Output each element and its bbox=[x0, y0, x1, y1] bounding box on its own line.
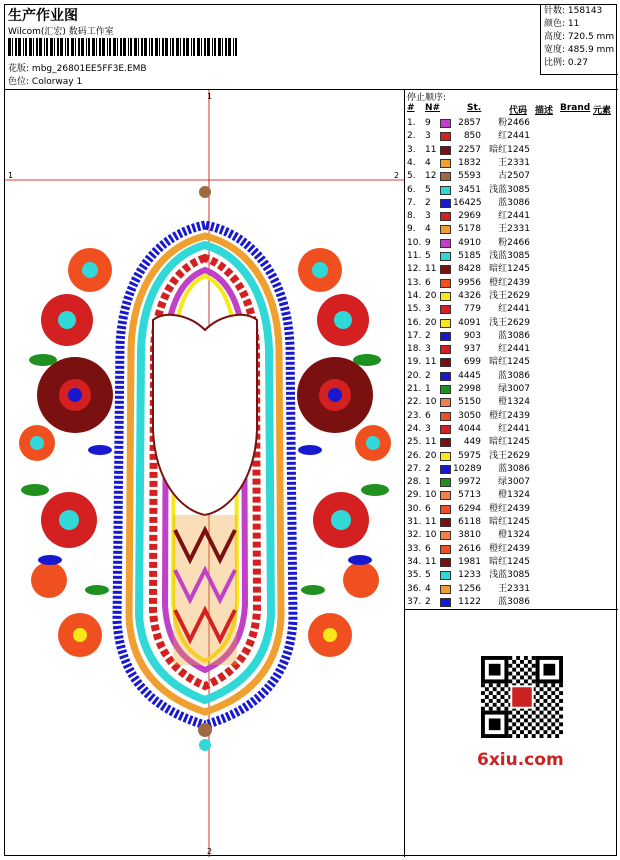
stop-needle: 6 bbox=[425, 410, 431, 421]
stop-index: 15. bbox=[407, 304, 422, 315]
stop-row bbox=[405, 450, 618, 463]
color-swatch bbox=[440, 372, 451, 381]
stop-index: 33. bbox=[407, 543, 422, 554]
stop-index: 10. bbox=[407, 237, 422, 248]
color-swatch bbox=[440, 345, 451, 354]
stop-row bbox=[405, 303, 618, 316]
stop-index: 24. bbox=[407, 423, 422, 434]
color-swatch bbox=[440, 491, 451, 500]
stop-sequence-header bbox=[405, 103, 618, 115]
stop-row bbox=[405, 144, 618, 157]
color-swatch bbox=[440, 225, 451, 234]
stop-needle: 3 bbox=[425, 131, 431, 142]
stop-index: 25. bbox=[407, 437, 422, 448]
stats-panel bbox=[540, 5, 618, 75]
color-swatch bbox=[440, 132, 451, 141]
stop-code: 浅蓝3085 bbox=[489, 184, 530, 195]
stop-code: 蓝3086 bbox=[498, 596, 530, 607]
stop-row bbox=[405, 423, 618, 436]
stop-stitches: 3451 bbox=[458, 184, 481, 195]
color-swatch bbox=[440, 239, 451, 248]
stop-index: 7. bbox=[407, 197, 416, 208]
stop-index: 18. bbox=[407, 344, 422, 355]
color-swatch bbox=[440, 585, 451, 594]
color-swatch bbox=[440, 571, 451, 580]
stop-stitches: 850 bbox=[463, 131, 481, 142]
stop-stitches: 1832 bbox=[458, 157, 481, 168]
stop-stitches: 3050 bbox=[458, 410, 481, 421]
stop-row bbox=[405, 263, 618, 276]
stop-needle: 2 bbox=[425, 596, 431, 607]
axis-label-top: 1 bbox=[207, 92, 213, 101]
embroidery-artwork bbox=[5, 90, 405, 857]
stop-code: 浅王2629 bbox=[489, 290, 530, 301]
stop-code: 古2507 bbox=[498, 171, 530, 182]
stop-code: 暗红1245 bbox=[489, 357, 530, 368]
stop-code: 暗红1245 bbox=[489, 517, 530, 527]
stop-code: 暗红1245 bbox=[489, 264, 530, 275]
stop-index: 30. bbox=[407, 503, 422, 514]
color-swatch bbox=[440, 292, 451, 301]
stop-index: 16. bbox=[407, 317, 422, 328]
watermark-text: 6xiu.com bbox=[477, 750, 564, 770]
col-stitches: St. bbox=[467, 103, 482, 113]
stop-index: 6. bbox=[407, 184, 416, 195]
stop-needle: 2 bbox=[425, 330, 431, 341]
stop-stitches: 2857 bbox=[458, 118, 481, 128]
color-swatch bbox=[440, 452, 451, 461]
stop-needle: 5 bbox=[425, 570, 431, 581]
stop-index: 26. bbox=[407, 450, 422, 461]
embroidery-design-view bbox=[5, 90, 405, 857]
color-swatch bbox=[440, 119, 451, 128]
stop-row bbox=[405, 503, 618, 516]
qr-area bbox=[405, 610, 618, 857]
stop-code: 橙1324 bbox=[498, 397, 530, 408]
stop-stitches: 5150 bbox=[458, 397, 481, 408]
stop-code: 红2441 bbox=[498, 344, 530, 355]
stop-index: 29. bbox=[407, 490, 422, 501]
stop-row bbox=[405, 157, 618, 170]
color-swatch bbox=[440, 332, 451, 341]
stop-needle: 11 bbox=[425, 437, 437, 448]
stop-code: 王2331 bbox=[498, 224, 530, 235]
axis-label-right: 2 bbox=[394, 171, 400, 180]
colorway-label: 色位: bbox=[8, 77, 30, 87]
stop-row bbox=[405, 356, 618, 369]
color-swatch bbox=[440, 598, 451, 607]
color-swatch bbox=[440, 305, 451, 314]
stop-needle: 2 bbox=[425, 197, 431, 208]
stop-index: 14. bbox=[407, 290, 422, 301]
stop-code: 绿3007 bbox=[498, 477, 530, 488]
color-swatch bbox=[440, 212, 451, 221]
stop-row bbox=[405, 410, 618, 423]
stop-code: 红2441 bbox=[498, 304, 530, 315]
stop-stitches: 1256 bbox=[458, 583, 481, 594]
stop-needle: 3 bbox=[425, 211, 431, 222]
stop-code: 蓝3086 bbox=[498, 463, 530, 474]
stop-needle: 11 bbox=[425, 556, 437, 567]
stop-stitches: 1981 bbox=[458, 556, 481, 567]
stop-code: 浅王2629 bbox=[489, 450, 530, 461]
stat-stitches: 针数: 158143 bbox=[544, 6, 603, 16]
color-swatch bbox=[440, 159, 451, 168]
flower-group-right bbox=[297, 248, 391, 657]
stop-code: 红2441 bbox=[498, 423, 530, 434]
stop-row bbox=[405, 237, 618, 250]
stop-index: 13. bbox=[407, 277, 422, 288]
stop-needle: 5 bbox=[425, 184, 431, 195]
stop-index: 35. bbox=[407, 570, 422, 581]
color-swatch bbox=[440, 172, 451, 181]
stop-needle: 4 bbox=[425, 157, 431, 168]
stop-stitches: 9956 bbox=[458, 277, 481, 288]
stop-stitches: 6294 bbox=[458, 503, 481, 514]
stop-stitches: 4044 bbox=[458, 423, 481, 434]
stop-row bbox=[405, 330, 618, 343]
stop-row bbox=[405, 370, 618, 383]
stop-index: 23. bbox=[407, 410, 422, 421]
stop-code: 蓝3086 bbox=[498, 197, 530, 208]
stop-needle: 1 bbox=[425, 477, 431, 488]
stop-stitches: 4326 bbox=[458, 290, 481, 301]
stop-row bbox=[405, 396, 618, 409]
color-swatch bbox=[440, 385, 451, 394]
stat-height: 高度: 720.5 mm bbox=[544, 32, 615, 42]
stop-needle: 10 bbox=[425, 397, 437, 408]
stop-needle: 3 bbox=[425, 304, 431, 315]
color-swatch bbox=[440, 265, 451, 274]
stop-stitches: 903 bbox=[463, 330, 481, 341]
stop-index: 32. bbox=[407, 530, 422, 541]
color-swatch bbox=[440, 279, 451, 288]
stop-needle: 12 bbox=[425, 171, 437, 182]
color-swatch bbox=[440, 199, 451, 208]
stop-index: 22. bbox=[407, 397, 422, 408]
stop-row bbox=[405, 516, 618, 529]
stop-stitches: 779 bbox=[463, 304, 481, 315]
stop-index: 36. bbox=[407, 583, 422, 594]
color-swatch bbox=[440, 465, 451, 474]
stop-row bbox=[405, 117, 618, 130]
stop-index: 9. bbox=[407, 224, 416, 235]
stop-index: 34. bbox=[407, 556, 422, 567]
stat-scale: 比例: 0.27 bbox=[544, 58, 588, 68]
stop-row bbox=[405, 383, 618, 396]
stop-index: 27. bbox=[407, 463, 422, 474]
color-swatch bbox=[440, 545, 451, 554]
stop-stitches: 1233 bbox=[458, 570, 481, 581]
company-name: Wilcom(汇宏) 数码工作室 bbox=[8, 27, 114, 37]
color-swatch bbox=[440, 531, 451, 540]
stop-code: 蓝3086 bbox=[498, 330, 530, 341]
stop-code: 王2331 bbox=[498, 157, 530, 168]
stat-colors: 颜色: 11 bbox=[544, 19, 580, 29]
stop-row bbox=[405, 130, 618, 143]
stop-stitches: 449 bbox=[463, 437, 481, 448]
barcode-image bbox=[8, 38, 240, 56]
stop-needle: 6 bbox=[425, 543, 431, 554]
stop-index: 21. bbox=[407, 384, 422, 394]
stop-stitches: 1122 bbox=[458, 596, 481, 607]
stop-index: 4. bbox=[407, 157, 416, 168]
color-swatch bbox=[440, 252, 451, 261]
stop-index: 12. bbox=[407, 264, 422, 275]
stop-needle: 9 bbox=[425, 118, 431, 128]
stop-row bbox=[405, 529, 618, 542]
stop-sequence-panel bbox=[405, 90, 618, 610]
bottom-ornament bbox=[198, 723, 212, 737]
axis-label-bottom: 2 bbox=[207, 847, 213, 856]
stop-needle: 6 bbox=[425, 503, 431, 514]
color-swatch bbox=[440, 438, 451, 447]
stop-index: 5. bbox=[407, 171, 416, 182]
stop-stitches: 5593 bbox=[458, 171, 481, 182]
stop-index: 20. bbox=[407, 370, 422, 381]
stop-stitches: 937 bbox=[463, 344, 481, 355]
stop-code: 红2441 bbox=[498, 211, 530, 222]
stop-code: 橙红2439 bbox=[489, 543, 530, 554]
color-swatch bbox=[440, 425, 451, 434]
col-needle: N# bbox=[425, 103, 441, 113]
col-brand: Brand bbox=[560, 103, 591, 113]
stop-code: 暗红1245 bbox=[489, 437, 530, 448]
colorway-value: Colorway 1 bbox=[31, 77, 83, 87]
stop-code: 橙红2439 bbox=[489, 410, 530, 421]
stop-index: 37. bbox=[407, 596, 422, 607]
stop-row bbox=[405, 583, 618, 596]
stop-needle: 4 bbox=[425, 583, 431, 594]
stop-row bbox=[405, 343, 618, 356]
stop-row bbox=[405, 569, 618, 582]
top-ornament bbox=[199, 186, 211, 198]
stop-code: 粉2466 bbox=[498, 118, 530, 128]
stop-row bbox=[405, 197, 618, 210]
stop-row bbox=[405, 436, 618, 449]
stop-row bbox=[405, 489, 618, 502]
stop-code: 浅蓝3085 bbox=[489, 251, 530, 261]
stop-needle: 20 bbox=[425, 317, 437, 328]
stop-stitches: 2998 bbox=[458, 384, 481, 394]
stop-stitches: 5975 bbox=[458, 450, 481, 461]
stop-needle: 11 bbox=[425, 517, 437, 527]
stop-index: 31. bbox=[407, 517, 422, 527]
stop-needle: 11 bbox=[425, 144, 437, 155]
stop-row bbox=[405, 463, 618, 476]
stop-stitches: 2257 bbox=[458, 144, 481, 155]
colorway-line bbox=[8, 74, 82, 87]
stop-row bbox=[405, 476, 618, 489]
production-sheet bbox=[4, 4, 617, 856]
stop-stitches: 16425 bbox=[453, 197, 482, 208]
stop-needle: 2 bbox=[425, 463, 431, 474]
stop-stitches: 2969 bbox=[458, 211, 481, 222]
col-index: # bbox=[407, 103, 415, 113]
stop-code: 蓝3086 bbox=[498, 370, 530, 381]
stop-row bbox=[405, 290, 618, 303]
color-swatch bbox=[440, 186, 451, 195]
stop-stitches: 4091 bbox=[458, 317, 481, 328]
stop-needle: 11 bbox=[425, 357, 437, 368]
stop-code: 暗红1245 bbox=[489, 144, 530, 155]
stop-needle: 11 bbox=[425, 264, 437, 275]
stop-needle: 1 bbox=[425, 384, 431, 394]
stop-stitches: 5713 bbox=[458, 490, 481, 501]
header bbox=[5, 5, 618, 90]
color-swatch bbox=[440, 319, 451, 328]
stop-code: 橙红2439 bbox=[489, 277, 530, 288]
stop-stitches: 5185 bbox=[458, 251, 481, 261]
stop-needle: 5 bbox=[425, 251, 431, 261]
pattern-label: 花版: bbox=[8, 64, 30, 74]
stop-code: 暗红1245 bbox=[489, 556, 530, 567]
stop-index: 11. bbox=[407, 251, 422, 261]
stop-index: 2. bbox=[407, 131, 416, 142]
pattern-line bbox=[8, 61, 147, 74]
stop-needle: 4 bbox=[425, 224, 431, 235]
stop-code: 橙1324 bbox=[498, 490, 530, 501]
stop-row bbox=[405, 184, 618, 197]
stop-stitches: 9972 bbox=[458, 477, 481, 488]
stop-needle: 9 bbox=[425, 237, 431, 248]
stop-stitches: 3810 bbox=[458, 530, 481, 541]
color-swatch bbox=[440, 146, 451, 155]
stop-stitches: 4910 bbox=[458, 237, 481, 248]
stop-needle: 6 bbox=[425, 277, 431, 288]
center-pattern bbox=[173, 515, 237, 665]
stop-row bbox=[405, 596, 618, 609]
stop-row bbox=[405, 556, 618, 569]
axis-label-left: 1 bbox=[8, 171, 14, 180]
stop-row bbox=[405, 210, 618, 223]
stop-stitches: 4445 bbox=[458, 370, 481, 381]
col-element: 元素 bbox=[593, 106, 612, 116]
stop-needle: 2 bbox=[425, 370, 431, 381]
stop-row bbox=[405, 170, 618, 183]
stop-row bbox=[405, 250, 618, 263]
stop-index: 8. bbox=[407, 211, 416, 222]
stop-needle: 20 bbox=[425, 290, 437, 301]
stop-stitches: 6118 bbox=[458, 517, 481, 527]
stop-needle: 10 bbox=[425, 490, 437, 501]
col-code: 代码 bbox=[509, 106, 528, 116]
stop-code: 浅蓝3085 bbox=[489, 570, 530, 581]
stop-row bbox=[405, 543, 618, 556]
stop-needle: 10 bbox=[425, 530, 437, 541]
color-swatch bbox=[440, 412, 451, 421]
stop-needle: 3 bbox=[425, 344, 431, 355]
page-title: 生产作业图 bbox=[8, 8, 78, 24]
stop-code: 粉2466 bbox=[498, 237, 530, 248]
color-swatch bbox=[440, 358, 451, 367]
col-description: 描述 bbox=[535, 106, 554, 116]
stop-code: 橙1324 bbox=[498, 530, 530, 541]
color-swatch bbox=[440, 518, 451, 527]
stop-stitches: 8428 bbox=[458, 264, 481, 275]
pattern-file: mbg_26801EE5FF3E.EMB bbox=[31, 64, 147, 74]
stop-stitches: 5178 bbox=[458, 224, 481, 235]
stop-code: 浅王2629 bbox=[489, 317, 530, 328]
color-swatch bbox=[440, 505, 451, 514]
stop-index: 3. bbox=[407, 144, 416, 155]
stop-stitches: 2616 bbox=[458, 543, 481, 554]
stop-code: 绿3007 bbox=[498, 384, 530, 394]
stop-code: 王2331 bbox=[498, 583, 530, 594]
stat-width: 宽度: 485.9 mm bbox=[544, 45, 615, 55]
bottom-ornament-2 bbox=[199, 739, 211, 751]
stop-row bbox=[405, 223, 618, 236]
stop-row bbox=[405, 317, 618, 330]
qr-code-image bbox=[481, 656, 563, 738]
color-swatch bbox=[440, 558, 451, 567]
neckline-opening bbox=[153, 315, 257, 515]
stop-code: 橙红2439 bbox=[489, 503, 530, 514]
stop-code: 红2441 bbox=[498, 131, 530, 142]
stop-index: 28. bbox=[407, 477, 422, 488]
stop-needle: 3 bbox=[425, 423, 431, 434]
stop-stitches: 10289 bbox=[453, 463, 482, 474]
stop-index: 1. bbox=[407, 118, 416, 128]
stop-sequence-title: 停止顺序: bbox=[407, 93, 447, 103]
stop-row bbox=[405, 277, 618, 290]
flower-group-left bbox=[19, 248, 113, 657]
color-swatch bbox=[440, 398, 451, 407]
stop-index: 19. bbox=[407, 357, 422, 368]
color-swatch bbox=[440, 478, 451, 487]
stop-needle: 20 bbox=[425, 450, 437, 461]
stop-stitches: 699 bbox=[463, 357, 481, 368]
stop-index: 17. bbox=[407, 330, 422, 341]
